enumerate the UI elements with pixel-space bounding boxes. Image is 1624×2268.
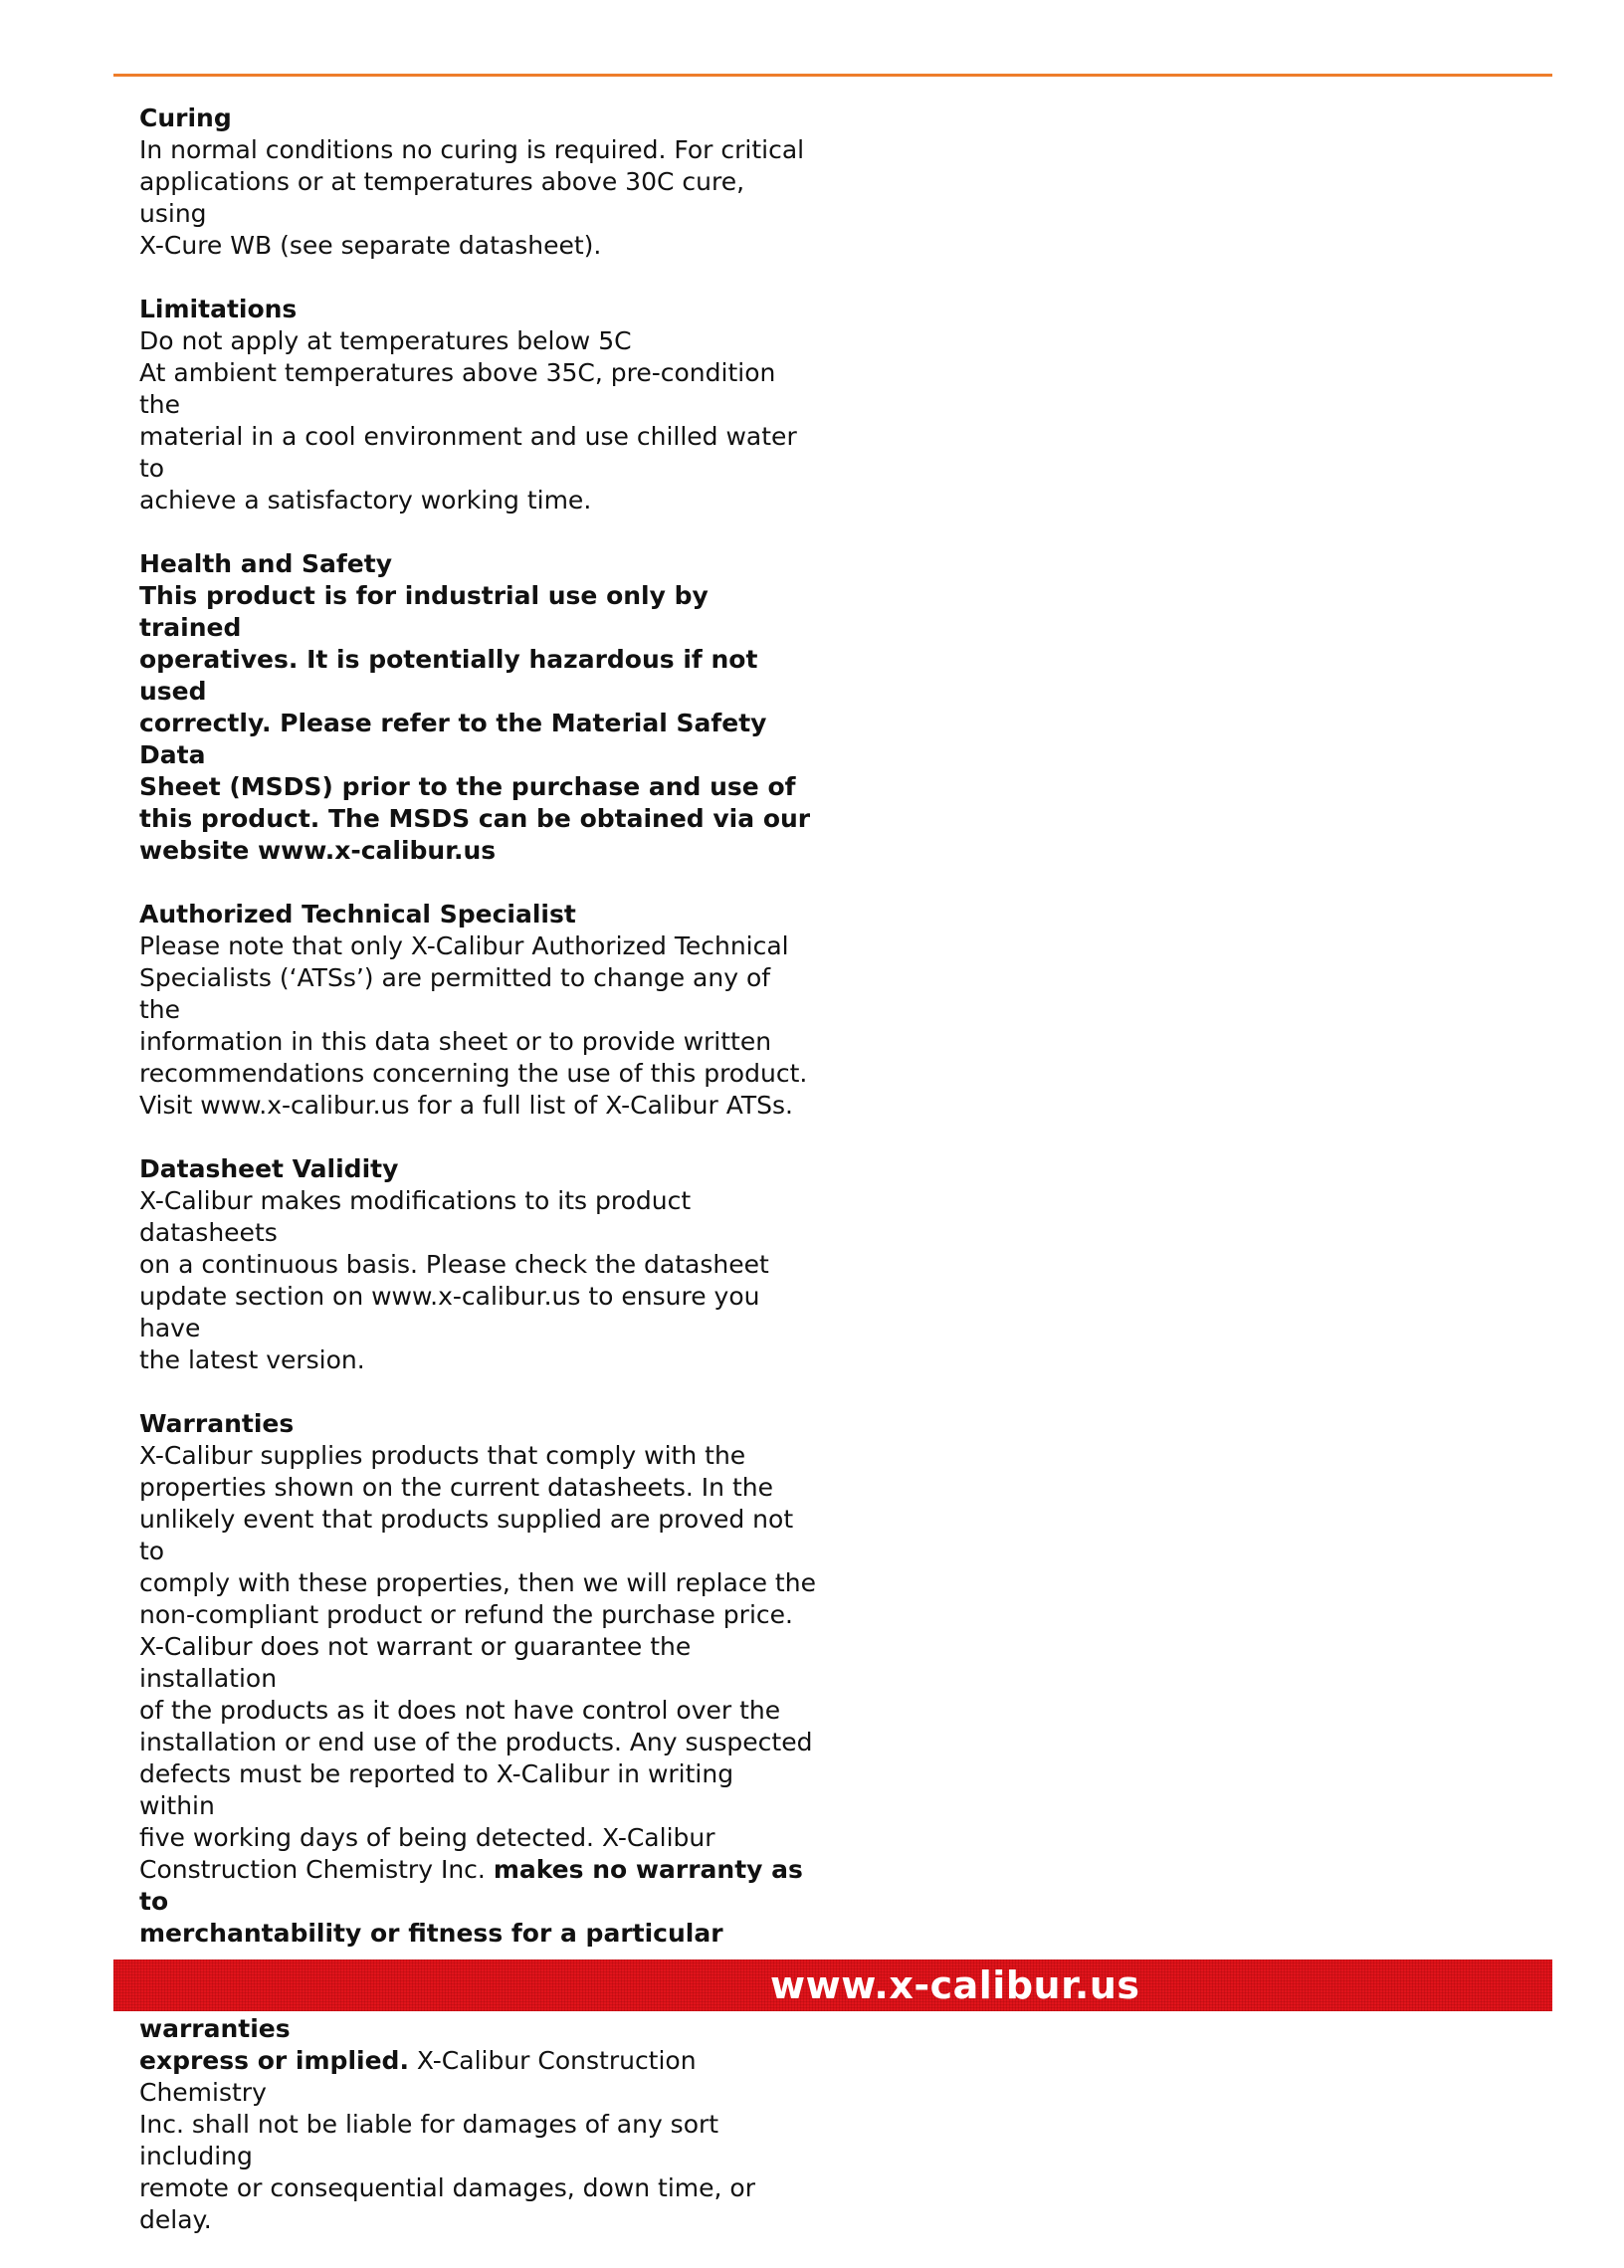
section-limitations <box>139 294 816 516</box>
section-heading-health-safety: Health and Safety <box>139 549 392 578</box>
header-divider <box>113 74 1552 77</box>
section-warranties <box>139 1408 816 2236</box>
datasheet-content <box>139 103 816 2268</box>
section-body-limitations: Do not apply at temperatures below 5C At ambient temperatures above 35C, pre-condition the material in a cool environment and use chilled water to achieve a satisfactory working time. <box>139 326 797 515</box>
section-body-warranties <box>139 1440 816 2236</box>
section-heading-ats: Authorized Technical Specialist <box>139 900 576 928</box>
warranties-disclaimer-bold: makes no warranty as to merchantability or fitness for a particular warranties express or implied. <box>139 1855 803 2075</box>
section-body-ats: Please note that only X-Calibur Authorized Technical Specialists (‘ATSs’) are permitted to change any of the information in this data sheet or to provide written recommendations concerning the use of this product. Visit www.x-calibur.us for a full list of X-Calibur ATSs. <box>139 931 808 1120</box>
section-heading-curing: Curing <box>139 103 232 132</box>
warranties-text-part1: X-Calibur supplies products that comply with the properties shown on the current datasheets. In the unlikely event that products supplied are proved not to comply with these properties, then we will replace the non-compliant product or refund the purchase price. X-Calibur does not warrant or guarantee the installation of the products as it does not have control over the installation or end use of the products. Any suspected defects must be reported to X-Calibur in writing within five working days of being detected. X-Calibur Construction Chemistry Inc. <box>139 1441 816 1884</box>
section-heading-validity: Datasheet Validity <box>139 1154 399 1183</box>
section-heading-warranties: Warranties <box>139 1409 295 1438</box>
section-curing <box>139 103 816 262</box>
section-body-health-safety: This product is for industrial use only by trained operatives. It is potentially hazardous if not used correctly. Please refer to the Material Safety Data Sheet (MSDS) prior to the purchase and use of this product. The MSDS can be obtained via our website www.x-calibur.us <box>139 581 811 865</box>
section-health-safety <box>139 548 816 867</box>
footer-band <box>113 1959 1552 2011</box>
warranties-text-part2: X-Calibur Construction Chemistry Inc. shall not be liable for damages of any sort including remote or consequential damages, down time, or delay. <box>139 2046 755 2234</box>
section-validity <box>139 1153 816 1376</box>
section-body-curing: In normal conditions no curing is required. For critical applications or at temperatures above 30C cure, using X-Cure WB (see separate datasheet). <box>139 135 805 260</box>
section-ats <box>139 899 816 1122</box>
footer-website-link[interactable]: www.x-calibur.us <box>770 1963 1140 2007</box>
section-heading-limitations: Limitations <box>139 295 298 323</box>
section-body-validity: X-Calibur makes modifications to its product datasheets on a continuous basis. Please check the datasheet update section on www.x-calibur.us to ensure you have the latest version. <box>139 1186 769 1374</box>
